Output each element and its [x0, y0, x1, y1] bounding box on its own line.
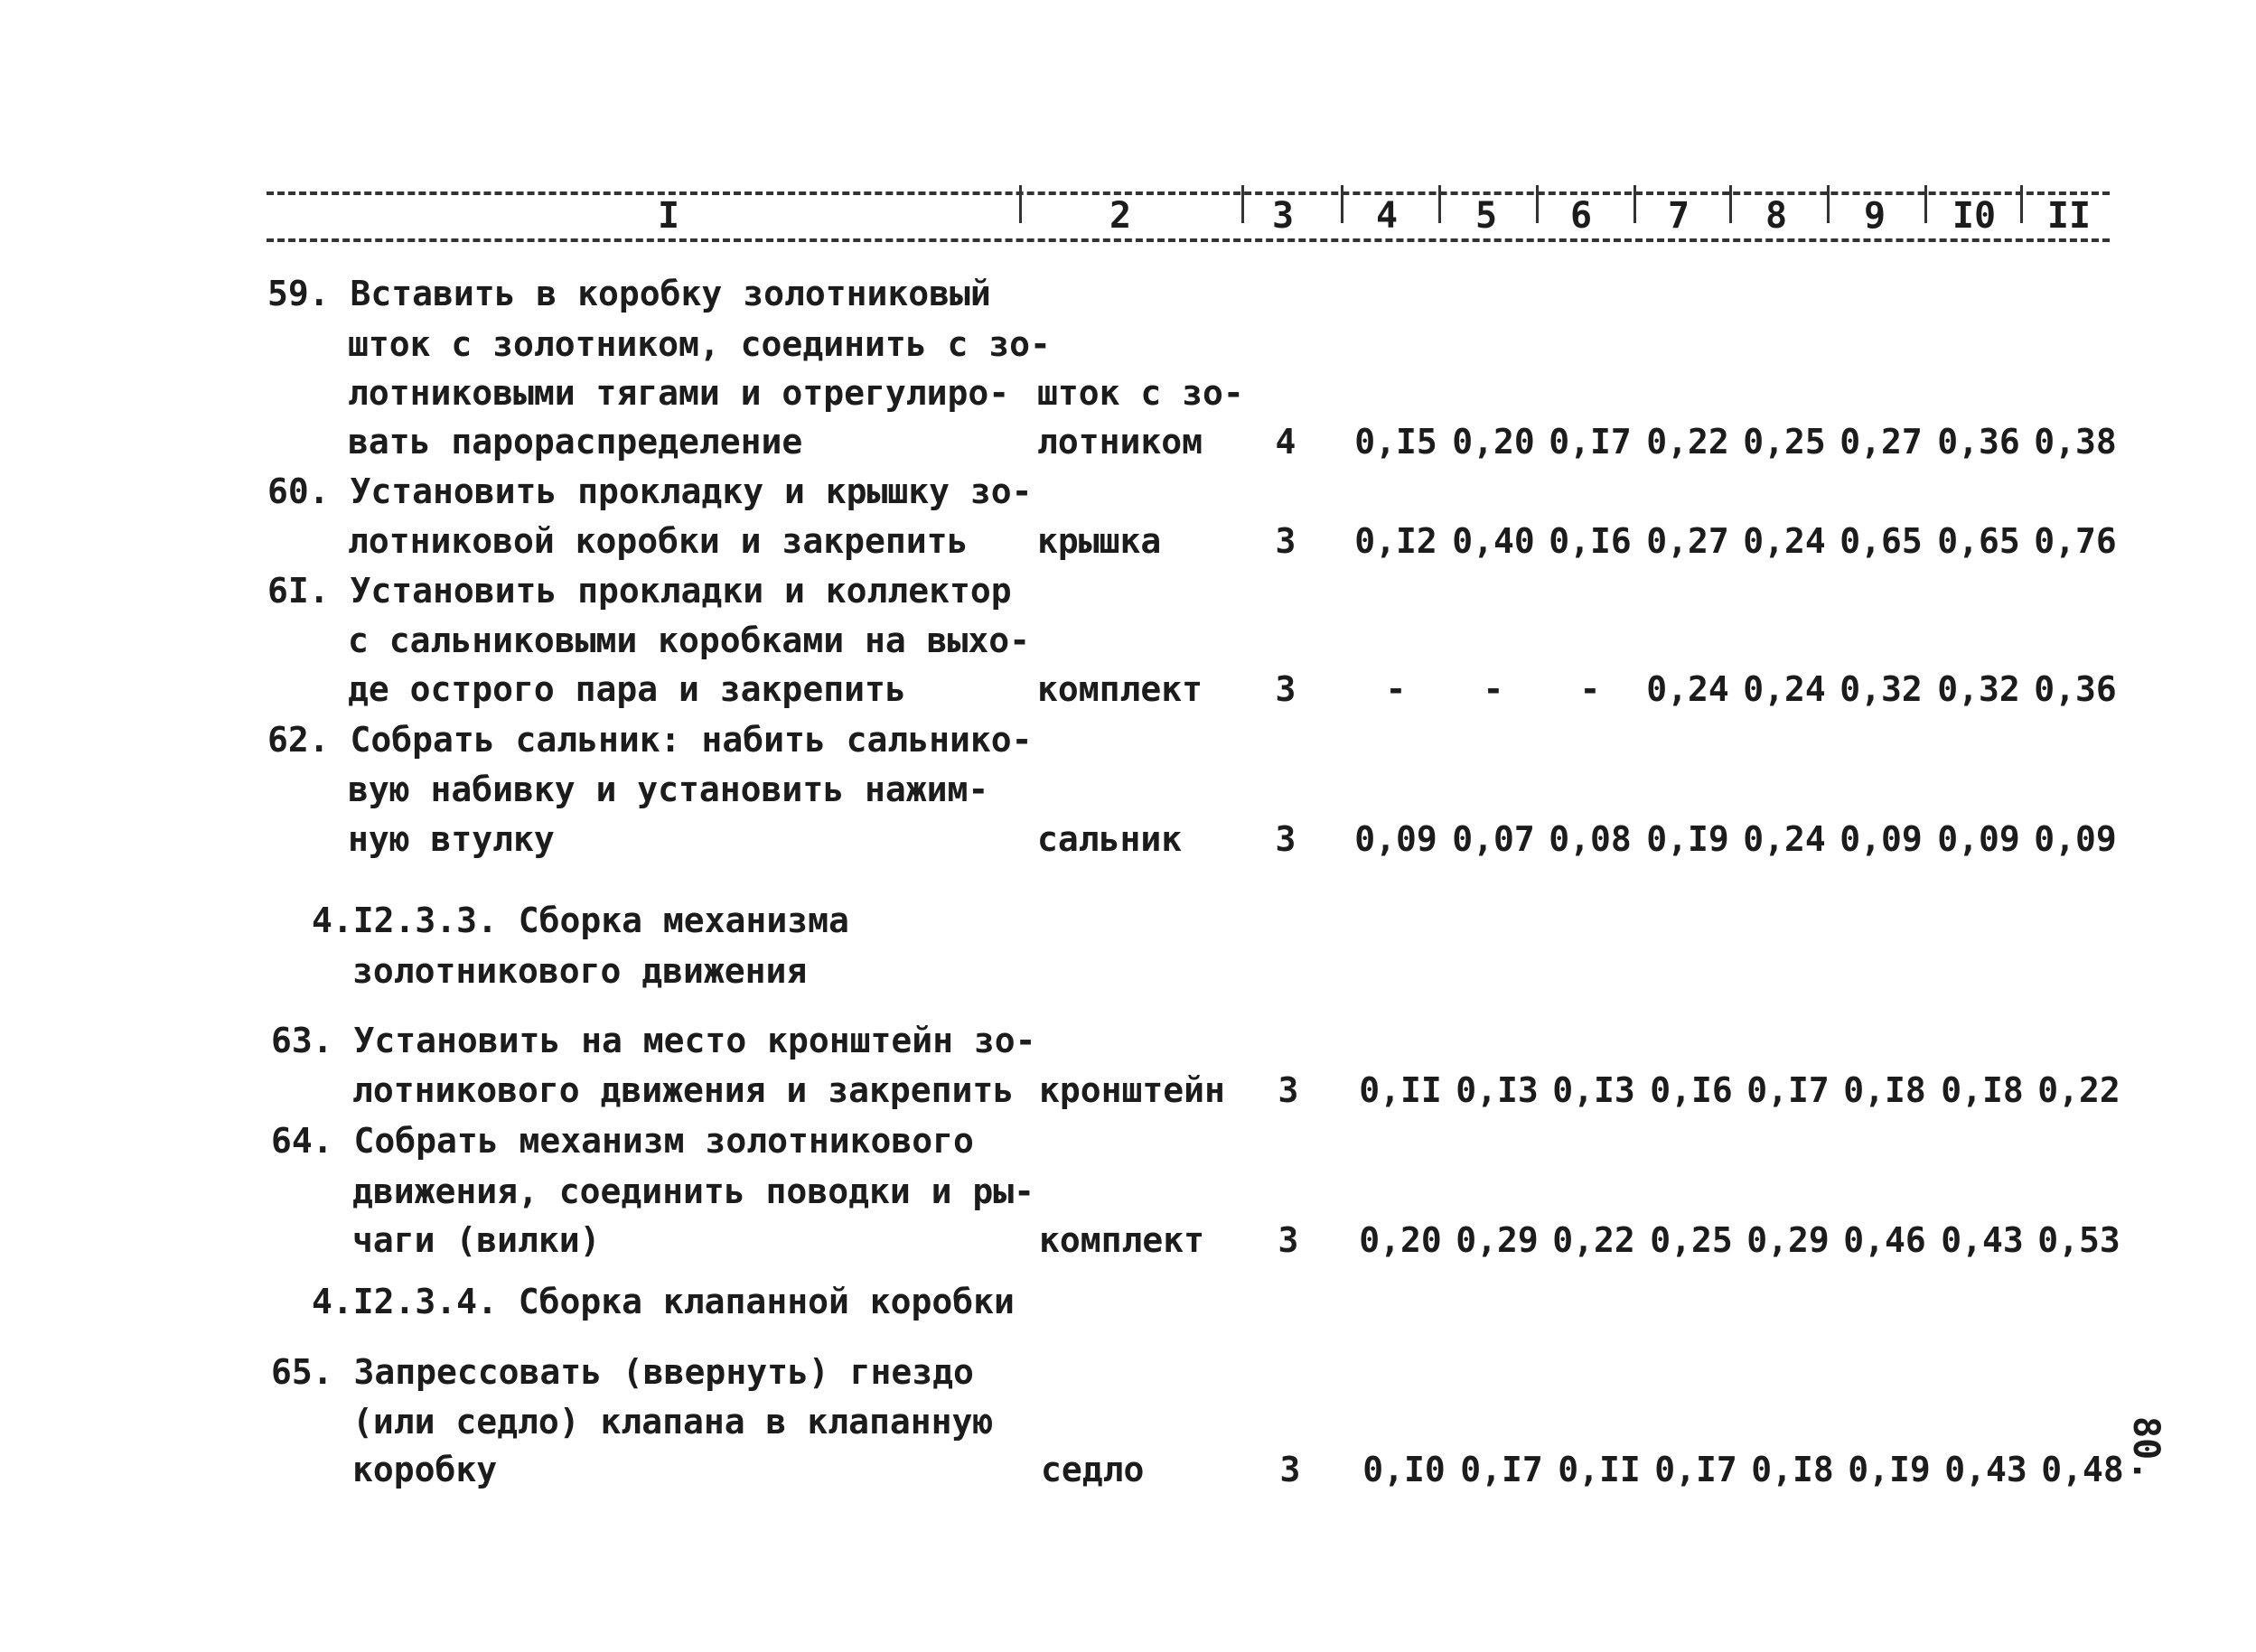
row-value: -	[1385, 669, 1407, 709]
row-text-line: движения, соединить поводки и ры-	[352, 1171, 1034, 1211]
row-value: 0,25	[1650, 1220, 1733, 1260]
column-header-7: 7	[1667, 195, 1690, 237]
row-text-line: вать парораспределение	[348, 422, 803, 462]
row-text-line: 60. Установить прокладку и крышку зо-	[267, 471, 1033, 511]
page-number: 80.	[2125, 1416, 2167, 1482]
column-separator	[1633, 185, 1636, 223]
row-unit-line: шток с зо-	[1037, 373, 1244, 413]
row-unit-line: лотником	[1037, 422, 1203, 462]
row-value: 0,38	[2034, 422, 2117, 462]
row-value: 0,I3	[1456, 1070, 1539, 1110]
row-value: -	[1579, 669, 1601, 709]
row-text-line: лотниковыми тягами и отрегулиро-	[348, 373, 1010, 413]
column-separator	[2020, 185, 2023, 223]
row-unit-line: комплект	[1037, 669, 1203, 709]
row-value: 0,53	[2037, 1220, 2120, 1260]
row-value: 0,65	[1937, 521, 2020, 561]
column-header-2: 2	[1109, 195, 1132, 237]
column-header-3: 3	[1271, 195, 1295, 237]
row-value: 0,I9	[1646, 819, 1729, 859]
column-separator	[1729, 185, 1732, 223]
row-value: 0,I8	[1941, 1070, 2024, 1110]
row-text-line: с сальниковыми коробками на выхо-	[348, 621, 1030, 660]
row-value: 0,27	[1839, 422, 1923, 462]
row-value: 0,24	[1646, 669, 1729, 709]
header-rule-bottom	[267, 238, 2110, 242]
column-header-10: I0	[1952, 195, 1997, 237]
row-value: 0,29	[1456, 1220, 1539, 1260]
row-value: 0,09	[1839, 819, 1923, 859]
header-rule-top	[267, 191, 2110, 195]
row-text-line: ную втулку	[348, 819, 555, 859]
row-text-line: шток с золотником, соединить с зо-	[348, 324, 1051, 364]
row-value: 0,I7	[1460, 1450, 1543, 1489]
row-value: 0,48	[2041, 1450, 2124, 1489]
row-value: 0,I3	[1552, 1070, 1635, 1110]
column-separator	[1536, 185, 1539, 223]
row-value: 0,I0	[1362, 1450, 1446, 1489]
column-header-8: 8	[1765, 195, 1788, 237]
row-text-line: 65. Запрессовать (ввернуть) гнездо	[271, 1352, 974, 1392]
row-value: 0,I8	[1751, 1450, 1834, 1489]
row-value: 0,43	[1941, 1220, 2024, 1260]
row-value: 0,I9	[1848, 1450, 1931, 1489]
row-value: 0,08	[1549, 819, 1632, 859]
row-value: -	[1483, 669, 1504, 709]
row-unit-line: крышка	[1037, 521, 1162, 561]
row-value: 0,46	[1843, 1220, 1926, 1260]
column-header-5: 5	[1474, 195, 1498, 237]
row-col3-value: 3	[1275, 819, 1296, 859]
row-col3-value: 3	[1275, 669, 1296, 709]
row-text-line: (или седло) клапана в клапанную	[352, 1402, 994, 1442]
row-value: 0,36	[1937, 422, 2020, 462]
row-text-line: 62. Собрать сальник: набить сальнико-	[267, 720, 1033, 760]
column-separator	[1241, 185, 1244, 223]
row-text-line: вую набивку и установить нажим-	[348, 770, 989, 809]
column-separator	[1827, 185, 1830, 223]
row-text-line: лотникового движения и закрепить	[352, 1070, 1015, 1110]
column-header-6: 6	[1569, 195, 1593, 237]
section-heading-line: 4.I2.3.3. Сборка механизма	[312, 901, 849, 940]
column-header-1: I	[657, 195, 680, 237]
row-text-line: де острого пара и закрепить	[348, 669, 906, 709]
section-heading-line: золотникового движения	[352, 951, 808, 991]
row-value: 0,09	[1937, 819, 2020, 859]
row-value: 0,I7	[1549, 422, 1632, 462]
row-col3-value: 3	[1275, 521, 1296, 561]
row-value: 0,I6	[1650, 1070, 1733, 1110]
row-text-line: 64. Собрать механизм золотникового	[271, 1121, 974, 1161]
row-value: 0,I7	[1654, 1450, 1737, 1489]
row-unit-line: комплект	[1039, 1220, 1205, 1260]
row-value: 0,07	[1452, 819, 1535, 859]
row-value: 0,27	[1646, 521, 1729, 561]
row-col3-value: 3	[1279, 1450, 1301, 1489]
row-text-line: 6I. Установить прокладки и коллектор	[267, 571, 1012, 611]
row-value: 0,09	[2034, 819, 2117, 859]
row-col3-value: 4	[1275, 422, 1296, 462]
row-unit-line: сальник	[1037, 819, 1183, 859]
row-text-line: чаги (вилки)	[352, 1220, 601, 1260]
row-value: 0,II	[1359, 1070, 1442, 1110]
row-value: 0,65	[1839, 521, 1923, 561]
row-value: 0,II	[1558, 1450, 1641, 1489]
row-value: 0,25	[1743, 422, 1826, 462]
row-value: 0,20	[1452, 422, 1535, 462]
row-value: 0,43	[1944, 1450, 2027, 1489]
row-value: 0,76	[2034, 521, 2117, 561]
row-text-line: коробку	[352, 1450, 498, 1489]
row-value: 0,40	[1452, 521, 1535, 561]
row-value: 0,I5	[1354, 422, 1437, 462]
row-value: 0,32	[1839, 669, 1923, 709]
row-unit-line: кронштейн	[1039, 1070, 1225, 1110]
column-separator	[1341, 185, 1343, 223]
row-value: 0,32	[1937, 669, 2020, 709]
row-value: 0,I6	[1549, 521, 1632, 561]
row-value: 0,24	[1743, 669, 1826, 709]
row-value: 0,I8	[1843, 1070, 1926, 1110]
row-text-line: 63. Установить на место кронштейн зо-	[271, 1021, 1036, 1060]
row-value: 0,22	[1552, 1220, 1635, 1260]
row-value: 0,09	[1354, 819, 1437, 859]
column-separator	[1019, 185, 1022, 223]
row-value: 0,24	[1743, 521, 1826, 561]
row-unit-line: седло	[1041, 1450, 1145, 1489]
column-separator	[1924, 185, 1927, 223]
row-col3-value: 3	[1278, 1070, 1299, 1110]
column-header-4: 4	[1375, 195, 1399, 237]
row-value: 0,I7	[1746, 1070, 1830, 1110]
row-value: 0,I2	[1354, 521, 1437, 561]
row-value: 0,36	[2034, 669, 2117, 709]
row-text-line: 59. Вставить в коробку золотниковый	[267, 274, 991, 313]
row-text-line: лотниковой коробки и закрепить	[348, 521, 969, 561]
section-heading-line: 4.I2.3.4. Сборка клапанной коробки	[312, 1282, 1015, 1321]
row-value: 0,22	[1646, 422, 1729, 462]
column-separator	[1438, 185, 1441, 223]
row-value: 0,24	[1743, 819, 1826, 859]
row-value: 0,29	[1746, 1220, 1830, 1260]
row-value: 0,20	[1359, 1220, 1442, 1260]
column-header-9: 9	[1863, 195, 1886, 237]
row-value: 0,22	[2037, 1070, 2120, 1110]
row-col3-value: 3	[1278, 1220, 1299, 1260]
column-header-11: II	[2046, 195, 2092, 237]
